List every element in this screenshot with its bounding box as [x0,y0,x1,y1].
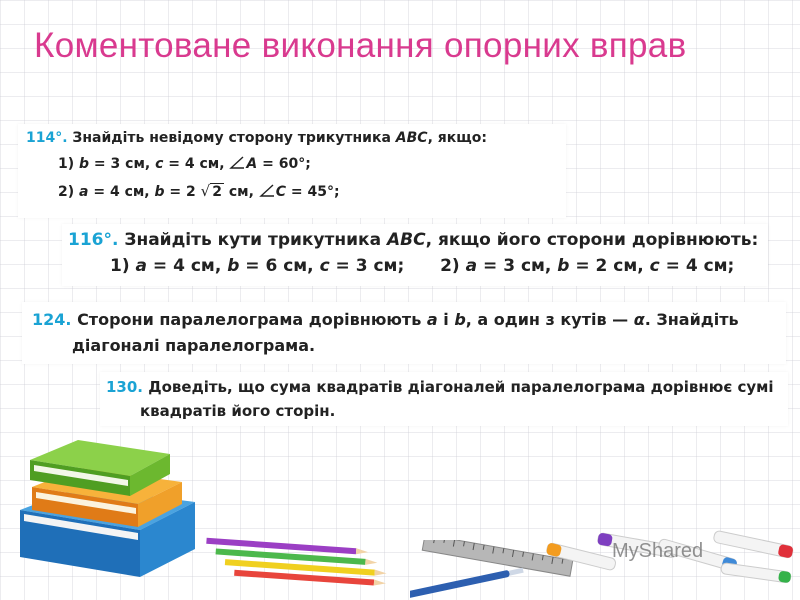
value-b: = 2 см, [569,256,650,276]
slide-title: Коментоване виконання опорних вправ [34,26,687,65]
variable-b: b [557,256,570,276]
value-b: = 3 см, [89,156,156,172]
variable-b: b [79,156,90,172]
task-124-end: . Знайдіть [644,310,739,329]
task-116-cases [110,256,734,276]
task-116-text: Знайдіть кути трикутника [124,230,387,250]
task-114-triangle: ABC [395,130,428,146]
task-116-card [62,224,768,286]
variable-a: a [79,184,89,200]
square-root-icon: √ [200,182,211,200]
task-130-line-2: квадратів його сторін. [140,402,336,420]
angle-c: C [275,184,287,200]
value-b: = 6 см, [239,256,320,276]
value-c: = 4 см, [163,156,230,172]
task-114-statement [26,130,487,146]
value-c: = 3 см; [329,256,405,276]
conjunction: і [437,310,455,329]
unit: см, [223,184,259,200]
variable-c: c [155,156,164,172]
task-130-text: Доведіть, що сума квадратів діагоналей паралелограма дорівнює сумі [148,378,774,396]
variable-a: a [426,310,438,329]
watermark: MyShared [612,540,704,562]
square-root-value: 2 [212,184,222,200]
value-a: = 3 см, [477,256,558,276]
task-124-number: 124. [32,310,72,329]
task-116-number: 116°. [68,230,119,250]
case-number: 1) [58,156,75,172]
variable-b: b [454,310,466,329]
task-124-line-1 [32,310,739,329]
pencils-illustration [195,530,395,600]
task-114-text: Знайдіть невідому сторону трикутника [72,130,396,146]
task-124-line-2: діагоналі паралелограма. [72,336,316,355]
task-114-number: 114°. [26,130,68,146]
variable-alpha: α [633,310,645,329]
books-illustration [10,432,200,592]
angle-icon [259,184,275,197]
case-number: 2) [58,184,75,200]
value-a: = 4 см, [88,184,155,200]
task-116-statement [68,230,758,250]
task-130-number: 130. [106,378,144,396]
task-114-suffix: , якщо: [427,130,487,146]
task-116-triangle: ABC [386,230,426,250]
value-a: = 4 см, [147,256,228,276]
task-114-case-2 [58,182,340,200]
angle-c-value: = 45°; [286,184,340,200]
task-130-line-1 [106,378,774,396]
task-114-case-1 [58,156,311,172]
case-number: 1) [110,256,130,276]
case-number: 2) [440,256,460,276]
task-124-mid: , а один з кутів — [465,310,634,329]
angle-icon [229,156,245,169]
task-124-text: Сторони паралелограма дорівнюють [77,310,427,329]
value-c: = 4 см; [659,256,735,276]
angle-a-value: = 60°; [257,156,311,172]
task-114-card [18,124,566,218]
variable-b: b [227,256,240,276]
value-b: = 2 [164,184,196,200]
variable-a: a [135,256,148,276]
angle-a: A [246,156,258,172]
variable-b: b [154,184,165,200]
task-116-suffix: , якщо його сторони дорівнюють: [425,230,759,250]
variable-a: a [465,256,478,276]
task-124-card [22,302,786,364]
variable-c: c [649,256,660,276]
task-130-card [100,372,788,426]
variable-c: c [319,256,330,276]
